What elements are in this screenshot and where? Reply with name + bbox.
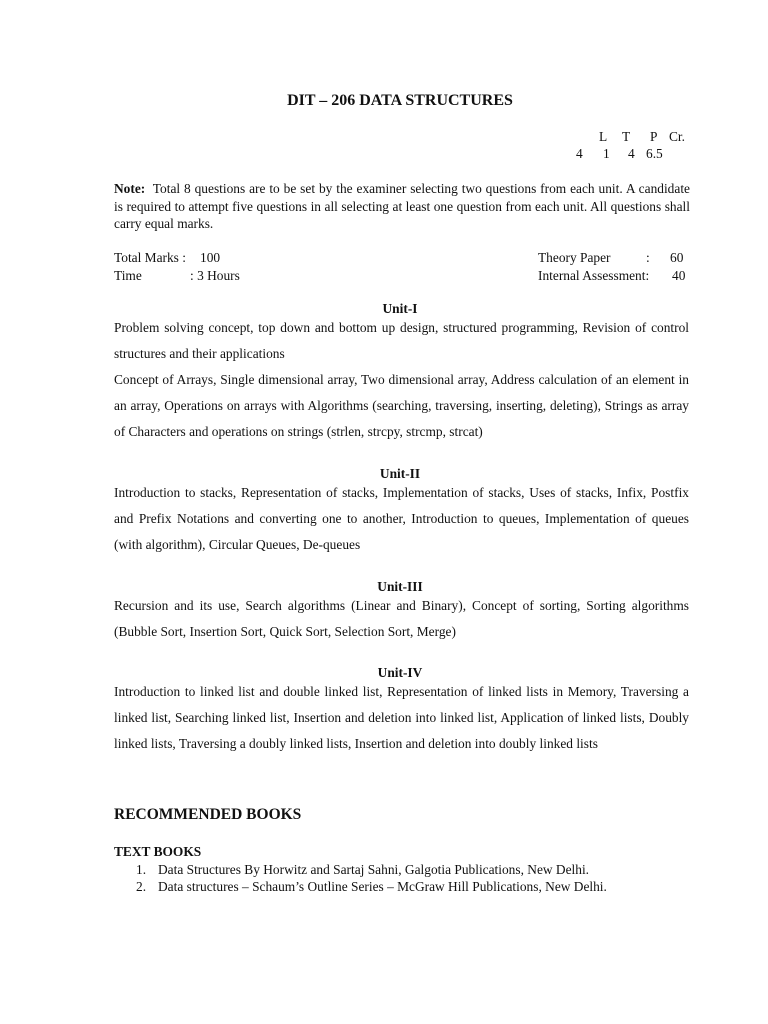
list-item-text: Data Structures By Horwitz and Sartaj Sahni, Galgotia Publications, New Delhi.: [158, 862, 590, 877]
page-title: DIT – 206 DATA STRUCTURES: [287, 92, 513, 109]
theory-paper-colon: :: [646, 250, 650, 265]
list-item-text: Data structures – Schaum’s Outline Series – McGraw Hill Publications, New Delhi.: [158, 879, 607, 894]
time-label: Time: [114, 268, 142, 283]
internal-assessment-label: Internal Assessment:: [538, 268, 650, 283]
credit-value-p: 4: [628, 146, 635, 161]
list-item-number: 1.: [136, 862, 147, 877]
total-marks-label: Total Marks :: [114, 250, 186, 265]
note-text: Total 8 questions are to be set by the examiner selecting two questions from each unit. A candidate is required to attempt five questions in all selecting at least one question from each unit. All questions shall carry equal marks.: [114, 181, 690, 231]
text-books-heading: TEXT BOOKS: [114, 844, 202, 859]
credit-value-t: 1: [603, 146, 610, 161]
unit-paragraph: Concept of Arrays, Single dimensional array, Two dimensional array, Address calculation of an element in an array, Operations on arrays with Algorithms (searching, traversing, inserting, deleting), Strings as array of Characters and operations on strings (strlen, strcpy, strcmp, strcat): [114, 372, 689, 439]
theory-paper-label: Theory Paper: [538, 250, 611, 265]
unit-heading: Unit-II: [379, 466, 421, 481]
unit-heading: Unit-I: [382, 301, 418, 316]
unit-heading: Unit-III: [377, 579, 423, 594]
unit-content: [114, 593, 689, 645]
credit-header-cr: Cr.: [669, 129, 685, 144]
internal-assessment-value: 40: [672, 268, 686, 283]
unit-paragraph: Problem solving concept, top down and bottom up design, structured programming, Revision of control structures and their applications: [114, 320, 689, 361]
total-marks-value: 100: [200, 250, 221, 265]
note-label: Note:: [114, 181, 146, 196]
unit-content: [114, 315, 689, 445]
marks-right: [538, 249, 698, 285]
unit-paragraph: Recursion and its use, Search algorithms (Linear and Binary), Concept of sorting, Sorting algorithms (Bubble Sort, Insertion Sort, Quick Sort, Selection Sort, Merge): [114, 598, 689, 639]
marks-left: [114, 249, 334, 285]
unit-heading: Unit-IV: [377, 665, 423, 680]
unit-content: [114, 679, 689, 757]
unit-paragraph: Introduction to linked list and double linked list, Representation of linked lists in Memory, Traversing a linked list, Searching linked list, Insertion and deletion into linked list, Application of linked lists, Doubly linked lists, Traversing a doubly linked lists, Insertion and deletion into doubly linked lists: [114, 684, 689, 751]
credit-header-l: L: [599, 129, 608, 144]
credit-header-p: P: [650, 129, 658, 144]
credit-header-t: T: [622, 129, 631, 144]
credit-value-cr: 6.5: [646, 146, 663, 161]
theory-paper-value: 60: [670, 250, 684, 265]
credit-value-l: 4: [576, 146, 583, 161]
exam-note: [114, 180, 690, 233]
recommended-books-heading: RECOMMENDED BOOKS: [114, 806, 302, 823]
list-item-number: 2.: [136, 879, 147, 894]
unit-paragraph: Introduction to stacks, Representation of stacks, Implementation of stacks, Uses of stacks, Infix, Postfix and Prefix Notations and converting one to another, Introduction to queues, Implementation of queues (with algorithm), Circular Queues, De-queues: [114, 485, 689, 552]
unit-content: [114, 480, 689, 558]
time-value: : 3 Hours: [190, 268, 240, 283]
